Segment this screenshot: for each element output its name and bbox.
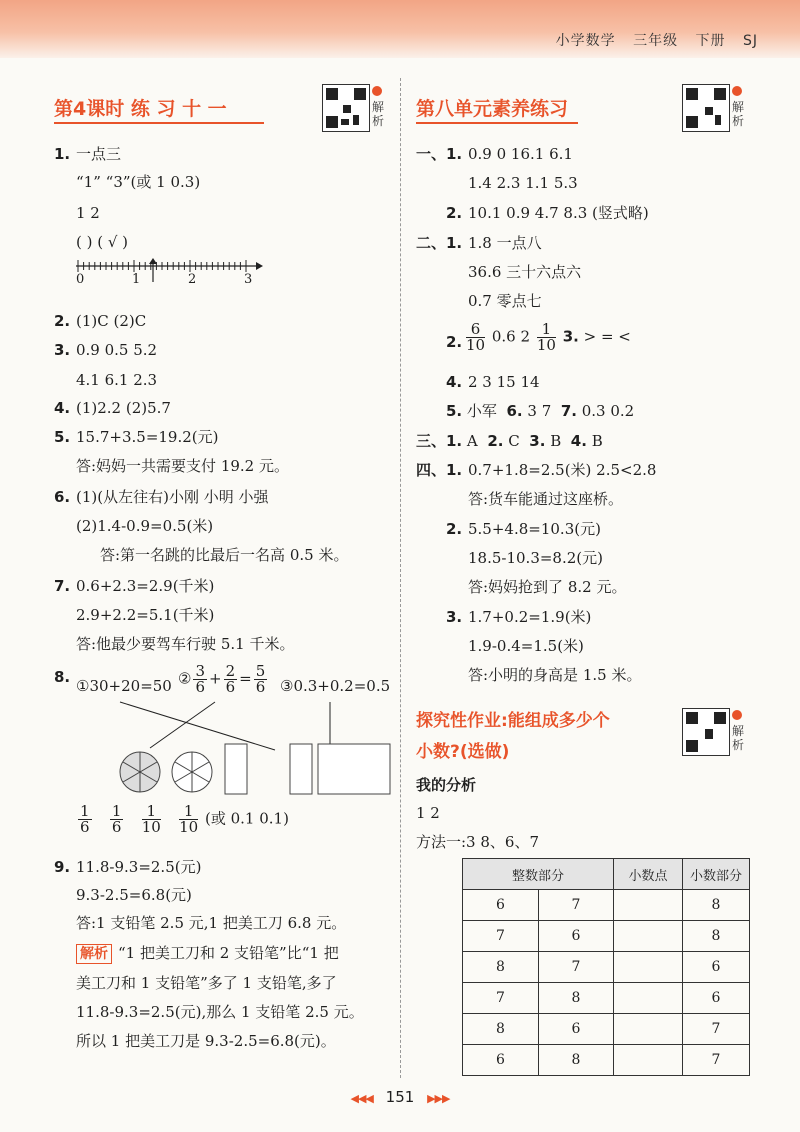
q4-text: (1)2.2 (2)5.7 bbox=[76, 399, 171, 417]
q6-line3: 答:第一名跳的比最后一名高 0.5 米。 bbox=[100, 546, 349, 564]
next-arrows-icon: ▶▶▶ bbox=[427, 1092, 450, 1105]
q8-eq1: ①30+20=50 bbox=[76, 677, 172, 695]
table-cell: 8 bbox=[539, 1045, 614, 1076]
play-icon bbox=[732, 710, 742, 720]
header-decimal-point: 小数点 bbox=[614, 859, 683, 890]
q9-number: 9. bbox=[54, 858, 71, 876]
q7-line1: 0.6+2.3=2.9(千米) bbox=[76, 577, 215, 595]
s2-line3: 0.7 零点七 bbox=[468, 292, 542, 310]
s4-number3: 3. bbox=[446, 608, 463, 626]
table-cell: 7 bbox=[683, 1014, 750, 1045]
s1-line1: 0.9 0 16.1 6.1 bbox=[468, 145, 573, 163]
q9-explain1: 解析 “1 把美工刀和 2 支铅笔”比“1 把 bbox=[76, 943, 339, 964]
qr-label: 解析 bbox=[732, 100, 745, 128]
header-grade: 三年级 bbox=[633, 33, 679, 49]
header-integer-part: 整数部分 bbox=[463, 859, 614, 890]
q7-line2: 2.9+2.2=5.1(千米) bbox=[76, 606, 215, 624]
s2-line4: 2 3 15 14 bbox=[468, 373, 540, 391]
s3-line: 三、1. A 2. C 3. B 4. B bbox=[416, 432, 603, 450]
s4-line5: 答:妈妈抢到了 8.2 元。 bbox=[468, 578, 627, 596]
q8-fractions: $\frac{1}{6}$ $\frac{1}{6}$ $\frac{1}{10}$ $\frac{1}{10}$ (或 0.1 0.1) bbox=[80, 802, 289, 836]
q8-matching-diagram bbox=[80, 700, 400, 800]
q4-number: 4. bbox=[54, 399, 71, 417]
q3-number: 3. bbox=[54, 341, 71, 359]
qr-label: 解析 bbox=[732, 724, 745, 752]
q5-line2: 答:妈妈一共需要支付 19.2 元。 bbox=[76, 457, 289, 475]
tick-label-3: 3 bbox=[244, 272, 253, 287]
table-cell: 6 bbox=[539, 921, 614, 952]
q2-text: (1)C (2)C bbox=[76, 312, 147, 330]
s2-number: 二、1. bbox=[416, 234, 463, 252]
q9-line2: 9.3-2.5=6.8(元) bbox=[76, 886, 192, 904]
qr-label: 解析 bbox=[372, 100, 385, 128]
q1-line4: ( ) ( √ ) bbox=[76, 233, 129, 251]
table-row bbox=[463, 1045, 750, 1076]
q1-line1: 一点三 bbox=[76, 145, 122, 163]
table-row bbox=[463, 921, 750, 952]
page-number: 151 bbox=[385, 1088, 415, 1106]
play-icon bbox=[732, 86, 742, 96]
s1-number2: 2. bbox=[446, 204, 463, 222]
q8-number: 8. bbox=[54, 668, 71, 686]
qr-code-inquiry[interactable] bbox=[682, 708, 730, 756]
analysis-line2: 方法一:3 8、6、7 bbox=[416, 833, 539, 851]
q8-eq3: ③0.3+0.2=0.5 bbox=[280, 677, 391, 695]
table-cell bbox=[614, 983, 683, 1014]
tick-label-2: 2 bbox=[188, 272, 197, 287]
q6-line2: (2)1.4-0.9=0.5(米) bbox=[76, 517, 214, 535]
table-cell bbox=[614, 890, 683, 921]
s4-line6: 1.7+0.2=1.9(米) bbox=[468, 608, 592, 626]
table-row bbox=[463, 983, 750, 1014]
play-icon bbox=[372, 86, 382, 96]
unit-title: 第八单元素养练习 bbox=[416, 98, 569, 120]
s4-line2: 答:货车能通过这座桥。 bbox=[468, 490, 624, 508]
s2-number4: 4. bbox=[446, 373, 463, 391]
lesson-title-underline bbox=[54, 122, 264, 124]
s4-line8: 答:小明的身高是 1.5 米。 bbox=[468, 666, 642, 684]
table-cell: 7 bbox=[463, 921, 539, 952]
explanation-badge: 解析 bbox=[76, 944, 112, 964]
s4-number: 四、1. bbox=[416, 461, 463, 479]
s4-line3: 5.5+4.8=10.3(元) bbox=[468, 520, 601, 538]
analysis-heading: 我的分析 bbox=[416, 776, 477, 794]
answer-table bbox=[462, 858, 750, 1076]
s4-line4: 18.5-10.3=8.2(元) bbox=[468, 549, 603, 567]
table-row bbox=[463, 952, 750, 983]
table-cell bbox=[614, 921, 683, 952]
header-info bbox=[544, 30, 758, 50]
tick-label-0: 0 bbox=[76, 272, 85, 287]
header-edition: SJ bbox=[742, 33, 758, 49]
q7-line3: 答:他最少要驾车行驶 5.1 千米。 bbox=[76, 635, 295, 653]
table-cell: 8 bbox=[463, 952, 539, 983]
q2-number: 2. bbox=[54, 312, 71, 330]
qr-code-left[interactable] bbox=[322, 84, 370, 132]
tick-label-1: 1 bbox=[132, 272, 141, 287]
page-footer bbox=[0, 1088, 800, 1106]
header-volume: 下册 bbox=[695, 33, 726, 49]
q9-explain4: 所以 1 把美工刀是 9.3-2.5=6.8(元)。 bbox=[76, 1032, 336, 1050]
header-subject: 小学数学 bbox=[555, 33, 616, 49]
q9-explain2: 美工刀和 1 支铅笔”多了 1 支铅笔,多了 bbox=[76, 974, 337, 992]
s4-line1: 0.7+1.8=2.5(米) 2.5<2.8 bbox=[468, 461, 657, 479]
q1-number: 1. bbox=[54, 145, 71, 163]
q1-line2: “1” “3”(或 1 0.3) bbox=[76, 173, 201, 191]
q5-line1: 15.7+3.5=19.2(元) bbox=[76, 428, 219, 446]
table-cell: 7 bbox=[539, 952, 614, 983]
number-line bbox=[74, 258, 264, 288]
table-cell: 6 bbox=[463, 1045, 539, 1076]
table-row bbox=[463, 1014, 750, 1045]
table-cell: 8 bbox=[683, 890, 750, 921]
s4-line7: 1.9-0.4=1.5(米) bbox=[468, 637, 584, 655]
s1-number: 一、1. bbox=[416, 145, 463, 163]
table-cell: 7 bbox=[683, 1045, 750, 1076]
table-cell: 6 bbox=[683, 983, 750, 1014]
inquiry-title-2: 小数?(选做) bbox=[416, 742, 510, 762]
table-cell bbox=[614, 1045, 683, 1076]
table-cell: 7 bbox=[539, 890, 614, 921]
table-cell: 8 bbox=[539, 983, 614, 1014]
q8-eq2: ② $\frac{3}{6}$ + $\frac{2}{6}$ = $\frac{5}{6}$ bbox=[178, 662, 266, 696]
q3-line1: 0.9 0.5 5.2 bbox=[76, 341, 158, 359]
table-cell bbox=[614, 1014, 683, 1045]
prev-arrows-icon: ◀◀◀ bbox=[350, 1092, 373, 1105]
table-row bbox=[463, 890, 750, 921]
table-cell: 8 bbox=[463, 1014, 539, 1045]
s2-line1: 1.8 一点八 bbox=[468, 234, 542, 252]
lesson-title: 第4课时 练 习 十 一 bbox=[54, 98, 227, 120]
q7-number: 7. bbox=[54, 577, 71, 595]
table-cell: 6 bbox=[463, 890, 539, 921]
unit-title-underline bbox=[416, 122, 578, 124]
s2-line-fractions: $\frac{6}{10}$ 0.6 2 $\frac{1}{10}$ 3. > = < bbox=[466, 320, 631, 354]
table-cell: 6 bbox=[683, 952, 750, 983]
q1-line3: 1 2 bbox=[76, 204, 100, 222]
q9-line3: 答:1 支铅笔 2.5 元,1 把美工刀 6.8 元。 bbox=[76, 914, 347, 932]
q6-line1: (1)(从左往右)小刚 小明 小强 bbox=[76, 488, 269, 506]
header-decimal-part: 小数部分 bbox=[683, 859, 750, 890]
inquiry-title-1: 探究性作业:能组成多少个 bbox=[416, 711, 610, 731]
analysis-line1: 1 2 bbox=[416, 804, 440, 822]
qr-code-right[interactable] bbox=[682, 84, 730, 132]
s4-number2: 2. bbox=[446, 520, 463, 538]
q9-explain3: 11.8-9.3=2.5(元),那么 1 支铅笔 2.5 元。 bbox=[76, 1003, 364, 1021]
s1-line2: 1.4 2.3 1.1 5.3 bbox=[468, 174, 578, 192]
q6-number: 6. bbox=[54, 488, 71, 506]
q9-line1: 11.8-9.3=2.5(元) bbox=[76, 858, 202, 876]
table-cell: 8 bbox=[683, 921, 750, 952]
table-cell: 6 bbox=[539, 1014, 614, 1045]
s2-number2: 2. bbox=[446, 333, 463, 351]
q5-number: 5. bbox=[54, 428, 71, 446]
s1-line3: 10.1 0.9 4.7 8.3 (竖式略) bbox=[468, 204, 649, 222]
q3-line2: 4.1 6.1 2.3 bbox=[76, 371, 158, 389]
table-cell: 7 bbox=[463, 983, 539, 1014]
table-cell bbox=[614, 952, 683, 983]
s2-line2: 36.6 三十六点六 bbox=[468, 263, 582, 281]
s2-line5: 5. 小军 6. 3 7 7. 0.3 0.2 bbox=[446, 402, 635, 420]
column-divider bbox=[400, 78, 401, 1078]
